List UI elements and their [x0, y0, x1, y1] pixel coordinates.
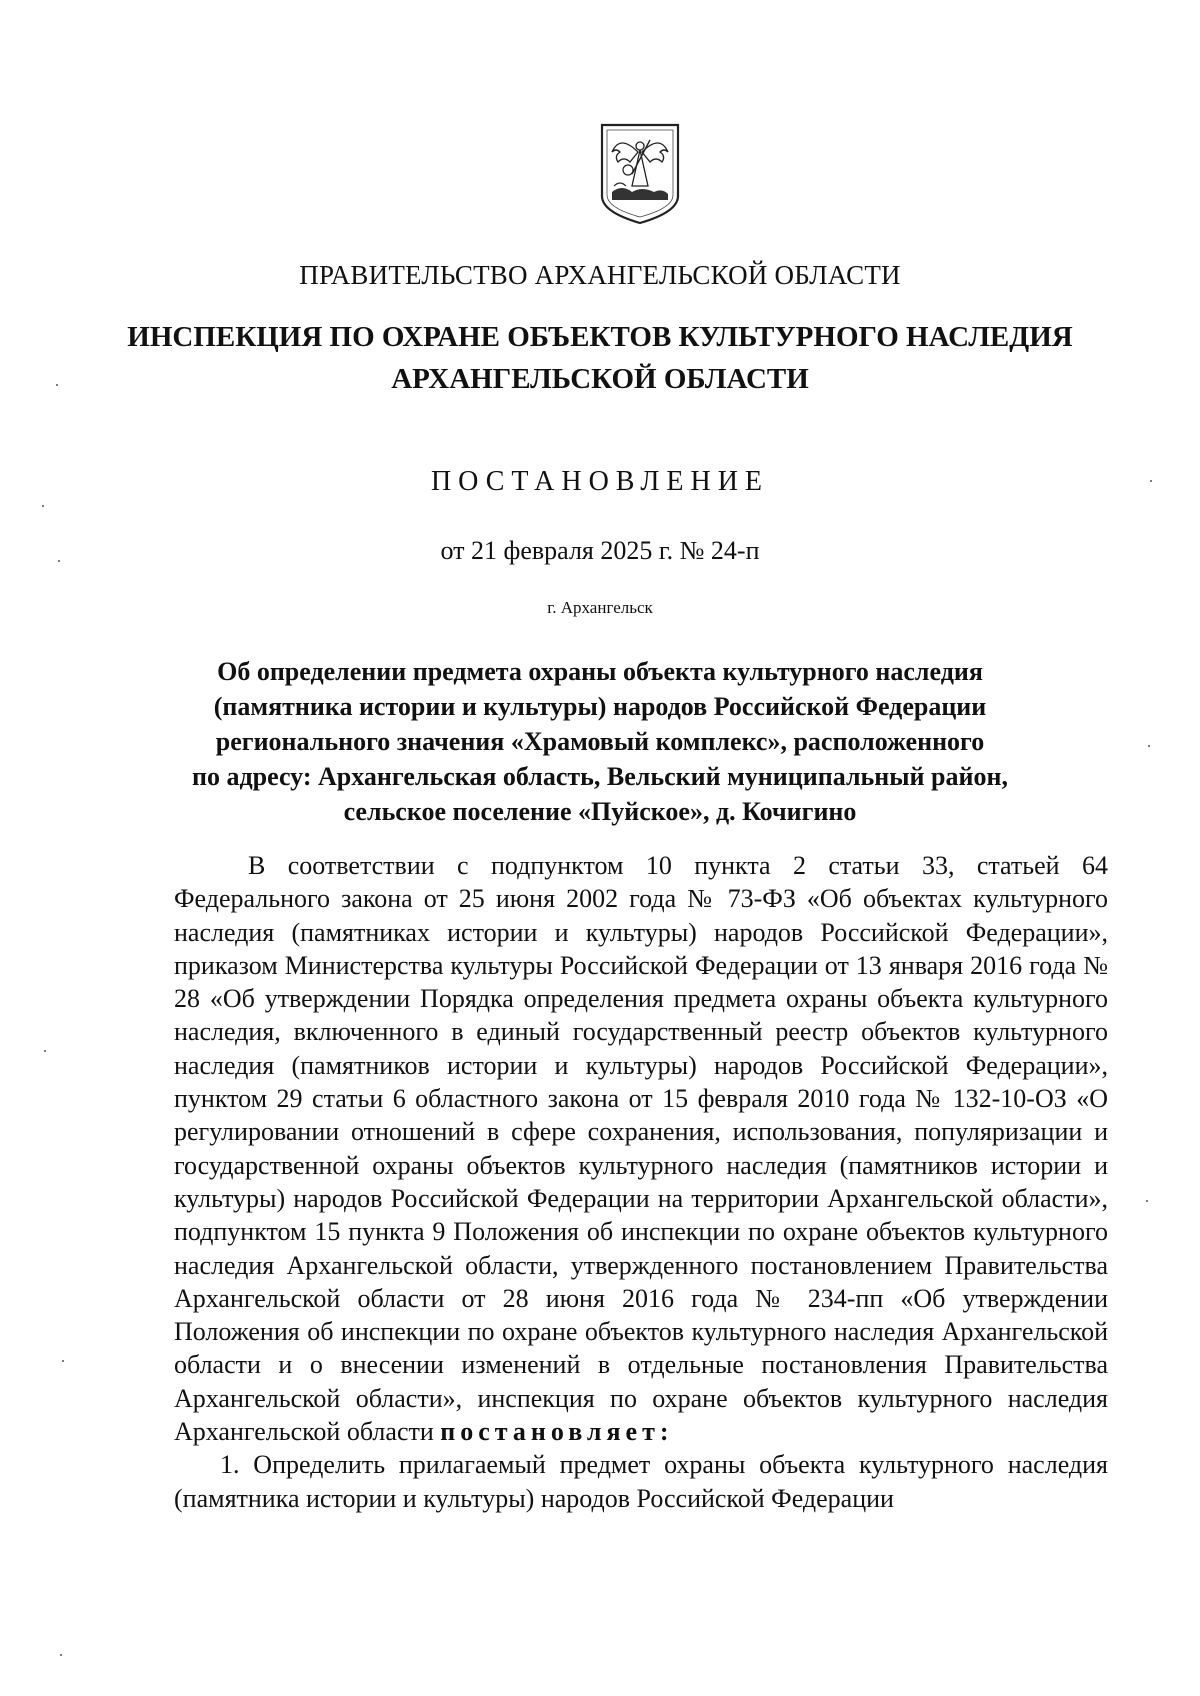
subject-line: по адресу: Архангельская область, Вельский муниципальный район,: [192, 762, 1008, 791]
scan-speck: [58, 560, 60, 562]
inspection-title: [0, 316, 1200, 400]
scan-speck: [60, 1654, 62, 1656]
document-date-number: от 21 февраля 2025 г. № 24-п: [440, 536, 760, 565]
scan-speck: [1148, 745, 1150, 747]
subject-line: Об определении предмета охраны объекта культурного наследия: [217, 657, 983, 686]
clause-1-paragraph: 1. Определить прилагаемый предмет охраны объекта культурного наследия (памятника истории и культуры) народов Российской Федерации: [174, 1450, 1108, 1513]
document-body: [174, 849, 1108, 1515]
inspection-title-line: ИНСПЕКЦИЯ ПО ОХРАНЕ ОБЪЕКТОВ КУЛЬТУРНОГО НАСЛЕДИЯ: [127, 321, 1073, 353]
scan-speck: [44, 1050, 46, 1052]
subject-line: сельское поселение «Пуйское», д. Кочигино: [343, 797, 857, 826]
scan-speck: [56, 384, 58, 386]
inspection-title-line: АРХАНГЕЛЬСКОЙ ОБЛАСТИ: [391, 363, 809, 395]
coat-of-arms-archangel-icon: [598, 122, 682, 226]
subject-line: (памятника истории и культуры) народов Российской Федерации: [213, 692, 987, 721]
preamble-paragraph: [174, 849, 1108, 1448]
decree-word: постановляет:: [440, 1417, 674, 1447]
document-type: ПОСТАНОВЛЕНИЕ: [430, 466, 770, 497]
scan-speck: [1146, 1200, 1148, 1202]
coat-of-arms-emblem: [598, 122, 682, 226]
document-city: г. Архангельск: [547, 598, 653, 617]
subject-line: регионального значения «Храмовый комплекс», расположенного: [215, 727, 985, 756]
government-title: ПРАВИТЕЛЬСТВО АРХАНГЕЛЬСКОЙ ОБЛАСТИ: [299, 260, 901, 290]
scan-speck: [1150, 480, 1152, 482]
scan-speck: [62, 1360, 64, 1362]
document-subject: [0, 654, 1200, 829]
preamble-text: В соответствии с подпунктом 10 пункта 2 статьи 33, статьей 64 Федерального закона от 25 июня 2002 года № 73-ФЗ «Об объектах культурного наследия (памятниках истории и культуры) народов Российской Федерации», приказом Министерства культуры Российской Федерации от 13 января 2016 года № 28 «Об утверждении Порядка определения предмета охраны объекта культурного наследия, включенного в единый государственный реестр объектов культурного наследия (памятников истории и культуры) народов Российской Федерации», пунктом 29 статьи 6 областного закона от 15 февраля 2010 года № 132-10-ОЗ «О регулировании отношений в сфере сохранения, использования, популяризации и государственной охраны объектов культурного наследия (памятников истории и культуры) народов Российской Федерации на территории Архангельской области», подпунктом 15 пункта 9 Положения об инспекции по охране объектов культурного наследия Архангельской области, утвержденного постановлением Правительства Архангельской области от 28 июня 2016 года № 234-пп «Об утверждении Положения об инспекции по охране объектов культурного наследия Архангельской области и о внесении изменений в отдельные постановления Правительства Архангельской области», инспекция по охране объектов культурного наследия Архангельской области: [174, 851, 1108, 1447]
scan-speck: [42, 505, 44, 507]
